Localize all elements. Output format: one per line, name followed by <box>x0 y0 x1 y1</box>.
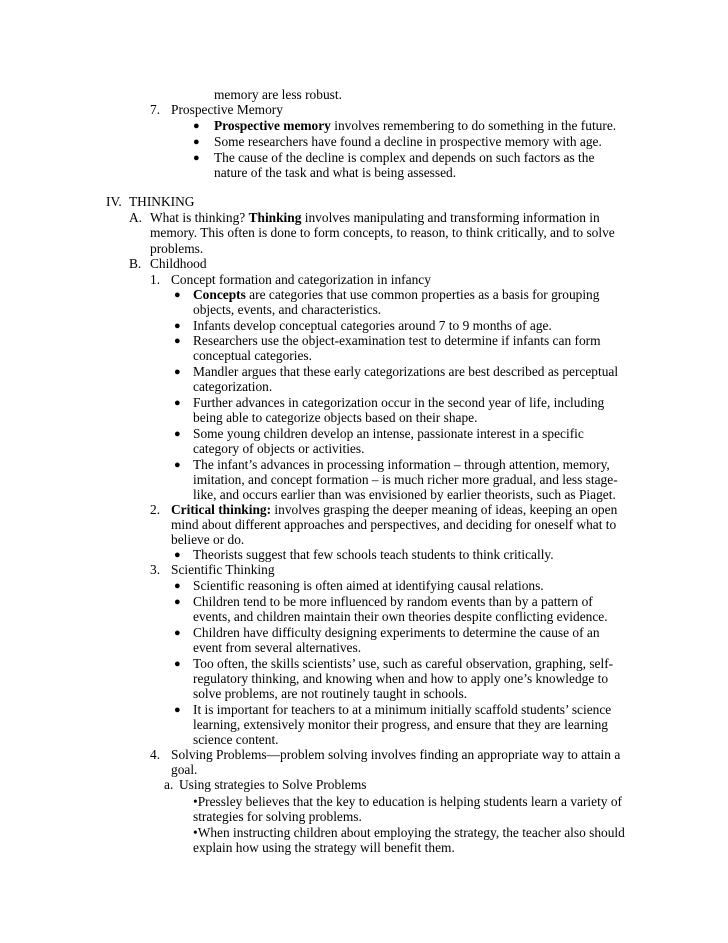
item-4-text: goal. <box>171 762 198 777</box>
bullet-icon: ● <box>174 320 181 332</box>
item-1-title: Concept formation and categorization in infancy <box>171 272 431 287</box>
bullet-text: Infants develop conceptual categories around 7 to 9 months of age. <box>193 318 552 333</box>
bullet-icon: • <box>193 794 198 809</box>
item-3-title: Scientific Thinking <box>171 562 275 577</box>
bullet-text: Some young children develop an intense, passionate interest in a specific <box>193 426 584 441</box>
bullet-icon: ● <box>174 549 181 561</box>
bullet-icon: ● <box>174 459 181 471</box>
bullet-icon: ● <box>193 136 200 148</box>
item-4-text: Solving Problems—problem solving involves finding an appropriate way to attain a <box>171 747 621 762</box>
bullet-text: imitation, and concept formation – is much richer more gradual, and less stage- <box>193 472 618 487</box>
item-a-text: What is thinking? Thinking involves manipulating and transforming information in <box>150 210 600 225</box>
bullet-icon: ● <box>174 289 181 301</box>
bullet-text: Mandler argues that these early categorizations are best described as perceptual <box>193 364 619 379</box>
memory-continuation: memory are less robust. <box>214 87 342 102</box>
item-4a-title: Using strategies to Solve Problems <box>179 777 367 792</box>
item-1-number: 1. <box>150 272 161 287</box>
item-b-title: Childhood <box>150 256 207 271</box>
bullet-text: Children have difficulty designing experiments to determine the cause of an <box>193 625 600 640</box>
bullet-text: Some researchers have found a decline in prospective memory with age. <box>214 134 602 149</box>
bullet-text: event from several alternatives. <box>193 640 362 655</box>
bullet-text: Further advances in categorization occur in the second year of life, including <box>193 395 605 410</box>
bullet-text: science content. <box>193 732 279 747</box>
item-a-number: A. <box>129 210 143 225</box>
item-7-title: Prospective Memory <box>171 102 283 117</box>
bullet-text: Theorists suggest that few schools teach students to think critically. <box>193 547 554 562</box>
item-a-text: problems. <box>150 241 204 256</box>
bullet-text: categorization. <box>193 379 273 394</box>
bullet-icon: ● <box>174 580 181 592</box>
bullet-text: •When instructing children about employing the strategy, the teacher also should <box>193 825 625 840</box>
bullet-text: Children tend to be more influenced by random events than by a pattern of <box>193 594 593 609</box>
bullet-text: Too often, the skills scientists’ use, such as careful observation, graphing, self- <box>193 656 614 671</box>
bullet-text: being able to categorize objects based on their shape. <box>193 410 478 425</box>
bullet-icon: ● <box>174 704 181 716</box>
bullet-icon: ● <box>174 596 181 608</box>
bullet-icon: ● <box>193 120 200 132</box>
item-b-number: B. <box>129 256 142 271</box>
item-7-number: 7. <box>150 102 161 117</box>
bullet-text: like, and occurs earlier than was envisioned by earlier theorists, such as Piaget. <box>193 487 616 502</box>
bullet-text: learning, extensively monitor their progress, and ensure that they are learning <box>193 717 608 732</box>
bullet-text: Concepts are categories that use common properties as a basis for grouping <box>193 287 600 302</box>
bullet-text: regulatory thinking, and knowing when and how to apply one’s knowledge to <box>193 671 609 686</box>
bullet-text: Researchers use the object-examination test to determine if infants can form <box>193 333 601 348</box>
bullet-icon: ● <box>174 335 181 347</box>
bullet-text: •Pressley believes that the key to education is helping students learn a variety of <box>193 794 622 809</box>
bullet-icon: ● <box>174 658 181 670</box>
bullet-text: solve problems, are not routinely taught in schools. <box>193 686 468 701</box>
item-2-number: 2. <box>150 502 161 517</box>
bullet-text: conceptual categories. <box>193 348 312 363</box>
bullet-text: strategies for solving problems. <box>193 809 362 824</box>
bullet-text: explain how using the strategy will benefit them. <box>193 840 455 855</box>
bullet-text: Scientific reasoning is often aimed at identifying causal relations. <box>193 578 544 593</box>
item-3-number: 3. <box>150 562 161 577</box>
item-2-text: believe or do. <box>171 532 245 547</box>
bullet-text: category of objects or activities. <box>193 441 365 456</box>
item-4a-number: a. <box>164 777 174 792</box>
bullet-icon: ● <box>174 627 181 639</box>
item-2-text: Critical thinking: involves grasping the deeper meaning of ideas, keeping an open <box>171 502 618 517</box>
bullet-text: objects, events, and characteristics. <box>193 302 382 317</box>
bullet-text: Prospective memory involves remembering to do something in the future. <box>214 118 617 133</box>
section-iv-number: IV. <box>106 194 122 209</box>
section-iv-title: THINKING <box>129 194 195 209</box>
bullet-text: It is important for teachers to at a minimum initially scaffold students’ science <box>193 702 612 717</box>
bullet-text: The cause of the decline is complex and depends on such factors as the <box>214 150 595 165</box>
bullet-text: events, and children maintain their own theories despite conflicting evidence. <box>193 609 608 624</box>
bullet-icon: ● <box>174 428 181 440</box>
bullet-icon: ● <box>174 397 181 409</box>
item-2-text: mind about different approaches and perspectives, and deciding for oneself what to <box>171 517 617 532</box>
bullet-icon: • <box>193 825 198 840</box>
bullet-text: The infant’s advances in processing information – through attention, memory, <box>193 457 610 472</box>
item-4-number: 4. <box>150 747 161 762</box>
bullet-icon: ● <box>174 366 181 378</box>
bullet-icon: ● <box>193 152 200 164</box>
item-a-text: memory. This often is done to form concepts, to reason, to think critically, and to solve <box>150 225 615 240</box>
bullet-text: nature of the task and what is being assessed. <box>214 165 457 180</box>
